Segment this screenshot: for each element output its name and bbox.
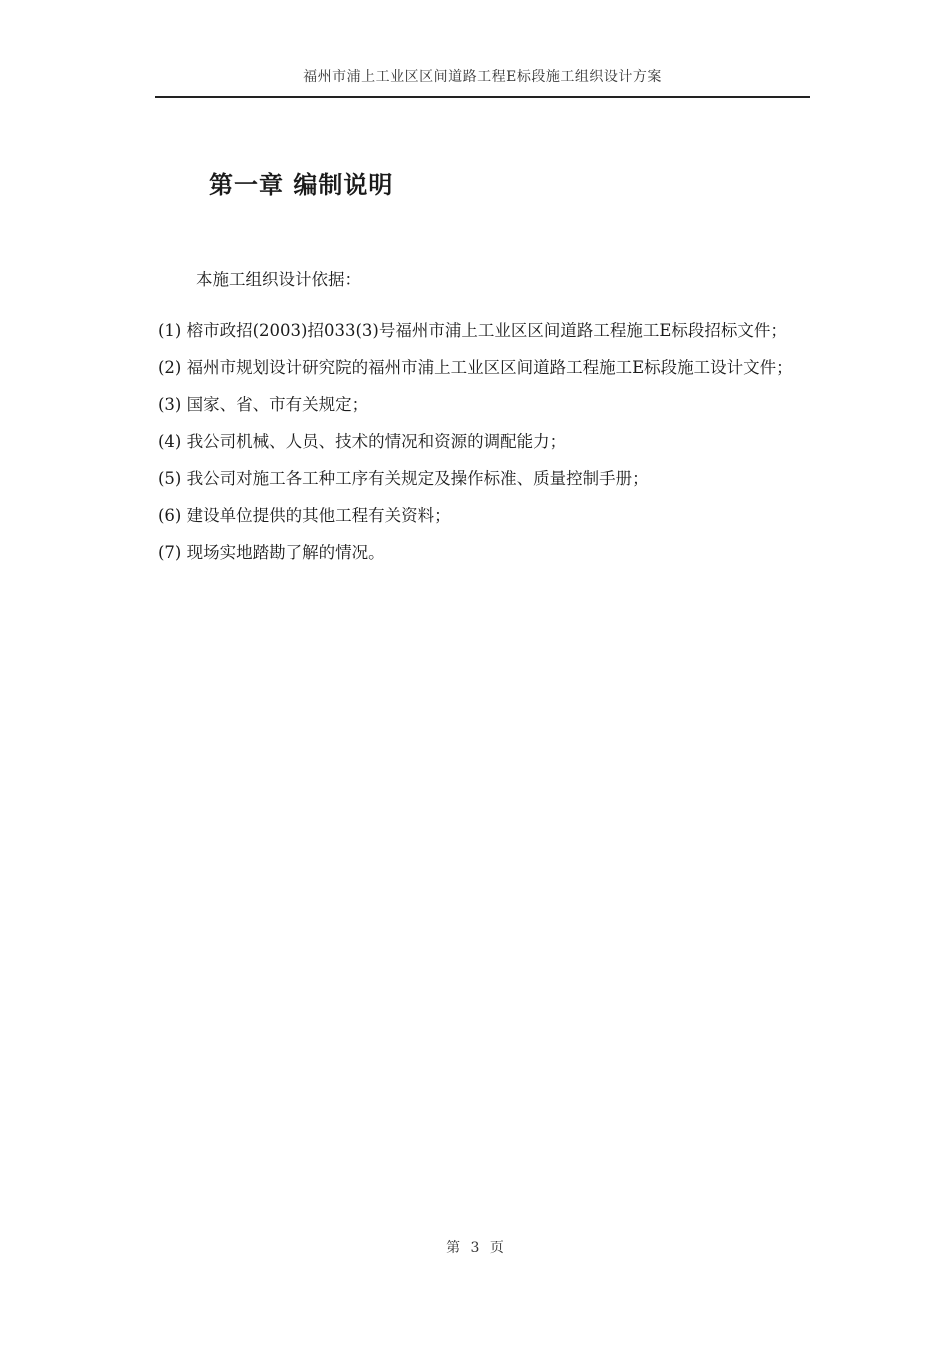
basis-intro: 本施工组织设计依据： [196,270,361,289]
page-number: 第 3 页 [446,1240,504,1256]
basis-list [158,312,810,571]
basis-item: (4) 我公司机械、人员、技术的情况和资源的调配能力； [158,432,567,451]
basis-item: (2) 福州市规划设计研究院的福州市浦上工业区区间道路工程施工E标段施工设计文件； [158,358,793,377]
basis-item: (1) 榕市政招(2003)招033(3)号福州市浦上工业区区间道路工程施工E标段招标文件； [158,321,787,340]
running-header-title: 福州市浦上工业区区间道路工程E标段施工组织设计方案 [303,69,662,85]
chapter-title: 第一章 编制说明 [209,171,394,199]
basis-item: (6) 建设单位提供的其他工程有关资料； [158,506,451,525]
basis-item: (5) 我公司对施工各工种工序有关规定及操作标准、质量控制手册； [158,469,649,488]
header-divider [155,96,810,98]
basis-item: (3) 国家、省、市有关规定； [158,395,369,414]
basis-item: (7) 现场实地踏勘了解的情况。 [158,543,385,562]
